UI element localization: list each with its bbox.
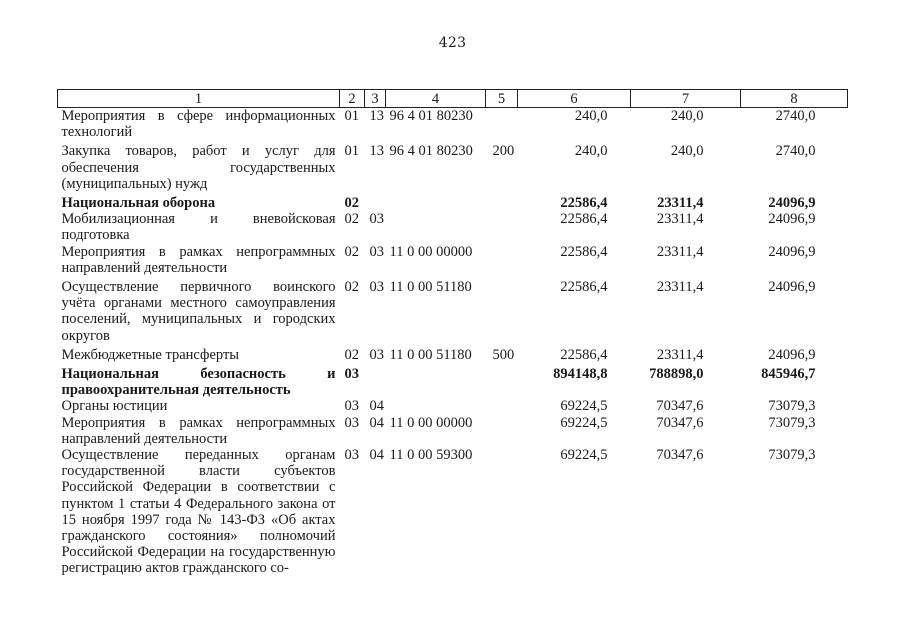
target-article-code [386, 211, 486, 243]
amount-col-7: 23311,4 [656, 279, 704, 296]
section-code: 01 [344, 108, 359, 124]
expense-type-code [486, 415, 518, 447]
table-row [58, 108, 848, 144]
target-article-code [386, 195, 486, 211]
subsection-code: 04 [369, 414, 384, 431]
target-article-code: 11 0 00 59300 [389, 447, 473, 464]
section-code: 01 [344, 143, 359, 160]
amount-col-8: 2740,0 [775, 143, 816, 160]
amount-col-8: 845946,7 [761, 366, 816, 383]
amount-col-8: 24096,9 [768, 195, 816, 212]
amount-col-7: 788898,0 [649, 366, 704, 383]
amount-col-6: 69224,5 [560, 447, 608, 464]
amount-col-6: 894148,8 [553, 366, 608, 383]
amount-col-7: 23311,4 [656, 346, 704, 363]
table-body [58, 108, 848, 580]
target-article-code: 11 0 00 51180 [389, 346, 472, 363]
expense-type-code [486, 244, 518, 279]
table-row [58, 347, 848, 366]
amount-col-6: 22586,4 [560, 195, 608, 212]
row-name: Мероприятия в рамках непрограммных направлений деятельности [61, 243, 336, 276]
expense-type-code [486, 279, 518, 347]
section-code: 03 [344, 366, 359, 383]
amount-col-7: 70347,6 [656, 398, 704, 415]
section-code: 03 [344, 398, 359, 415]
amount-col-8: 2740,0 [775, 108, 816, 124]
amount-col-7: 240,0 [670, 143, 704, 160]
table-row [58, 447, 848, 580]
budget-table [57, 89, 848, 580]
amount-col-7: 23311,4 [656, 243, 704, 260]
subsection-code [365, 195, 386, 211]
table-row [58, 211, 848, 243]
table-row [58, 279, 848, 347]
subsection-code: 13 [369, 143, 384, 160]
expense-type-code [486, 108, 518, 144]
expense-type-code [486, 211, 518, 243]
amount-col-6: 240,0 [574, 108, 608, 124]
expense-type-code: 500 [492, 346, 515, 363]
amount-col-6: 22586,4 [560, 346, 608, 363]
amount-col-8: 24096,9 [768, 346, 816, 363]
amount-col-8: 73079,3 [768, 414, 816, 431]
target-article-code: 11 0 00 00000 [389, 243, 473, 260]
table-row [58, 366, 848, 398]
page-number: 423 [438, 35, 467, 51]
table-row [58, 398, 848, 414]
amount-col-8: 73079,3 [768, 447, 816, 464]
expense-type-code: 200 [492, 143, 515, 160]
subsection-code: 03 [369, 211, 384, 228]
row-name: Мобилизационная и вневойсковая подготовка [61, 211, 336, 244]
table-row [58, 143, 848, 195]
row-name: Закупка товаров, работ и услуг для обеспечения государственных (муниципальных) нужд [61, 143, 336, 192]
table-row [58, 415, 848, 447]
amount-col-6: 22586,4 [560, 211, 608, 228]
column-header: 1 [58, 90, 340, 108]
table-row [58, 195, 848, 211]
table-row [58, 244, 848, 279]
section-code: 02 [344, 211, 359, 228]
section-code: 03 [344, 414, 359, 431]
column-header: 2 [340, 90, 365, 108]
amount-col-6: 22586,4 [560, 279, 608, 296]
row-name: Национальная оборона [61, 195, 216, 212]
row-name: Национальная безопасность и правоохранительная деятельность [61, 366, 336, 399]
target-article-code [386, 398, 486, 414]
row-name: Межбюджетные трансферты [61, 346, 240, 363]
subsection-code: 03 [369, 243, 384, 260]
column-header: 4 [386, 90, 486, 108]
section-code: 02 [344, 243, 359, 260]
section-code: 03 [344, 447, 359, 464]
section-code: 02 [344, 279, 359, 296]
amount-col-8: 24096,9 [768, 211, 816, 228]
target-article-code: 96 4 01 80230 [389, 143, 473, 160]
amount-col-7: 70347,6 [656, 414, 704, 431]
amount-col-6: 22586,4 [560, 243, 608, 260]
subsection-code: 03 [369, 279, 384, 296]
amount-col-8: 24096,9 [768, 243, 816, 260]
subsection-code: 03 [369, 346, 384, 363]
expense-type-code [486, 398, 518, 414]
header-row [58, 90, 848, 108]
amount-col-7: 240,0 [670, 108, 704, 124]
row-name: Осуществление переданных органам государственной власти субъектов Российской Федерации в соответствии с пунктом 1 статьи 4 Федерального закона от 15 ноября 1997 года № 143-ФЗ «Об актах гражданского состояния» полномочий Российской Федерации на государственную регистрацию актов гражданского со- [61, 447, 336, 577]
column-header: 3 [365, 90, 386, 108]
row-name: Осуществление первичного воинского учёта органами местного самоуправления поселений, муниципальных и городских округов [61, 279, 336, 344]
amount-col-8: 24096,9 [768, 279, 816, 296]
column-header: 6 [518, 90, 631, 108]
subsection-code: 04 [369, 447, 384, 464]
amount-col-6: 69224,5 [560, 398, 608, 415]
target-article-code: 11 0 00 51180 [389, 279, 472, 296]
target-article-code: 11 0 00 00000 [389, 414, 473, 431]
subsection-code [365, 366, 386, 398]
column-header: 7 [631, 90, 741, 108]
amount-col-7: 70347,6 [656, 447, 704, 464]
subsection-code: 04 [369, 398, 384, 415]
amount-col-6: 240,0 [574, 143, 608, 160]
row-name: Мероприятия в рамках непрограммных направлений деятельности [61, 414, 336, 447]
section-code: 02 [344, 195, 359, 212]
expense-type-code [486, 447, 518, 580]
column-header: 8 [741, 90, 848, 108]
table-header [58, 90, 848, 108]
target-article-code [386, 366, 486, 398]
target-article-code: 96 4 01 80230 [389, 108, 473, 124]
row-name: Мероприятия в сфере информационных технологий [61, 108, 336, 141]
expense-type-code [486, 366, 518, 398]
subsection-code: 13 [369, 108, 384, 124]
amount-col-6: 69224,5 [560, 414, 608, 431]
section-code: 02 [344, 346, 359, 363]
expense-type-code [486, 195, 518, 211]
amount-col-8: 73079,3 [768, 398, 816, 415]
row-name: Органы юстиции [61, 398, 168, 415]
column-header: 5 [486, 90, 518, 108]
amount-col-7: 23311,4 [656, 211, 704, 228]
amount-col-7: 23311,4 [657, 195, 704, 212]
